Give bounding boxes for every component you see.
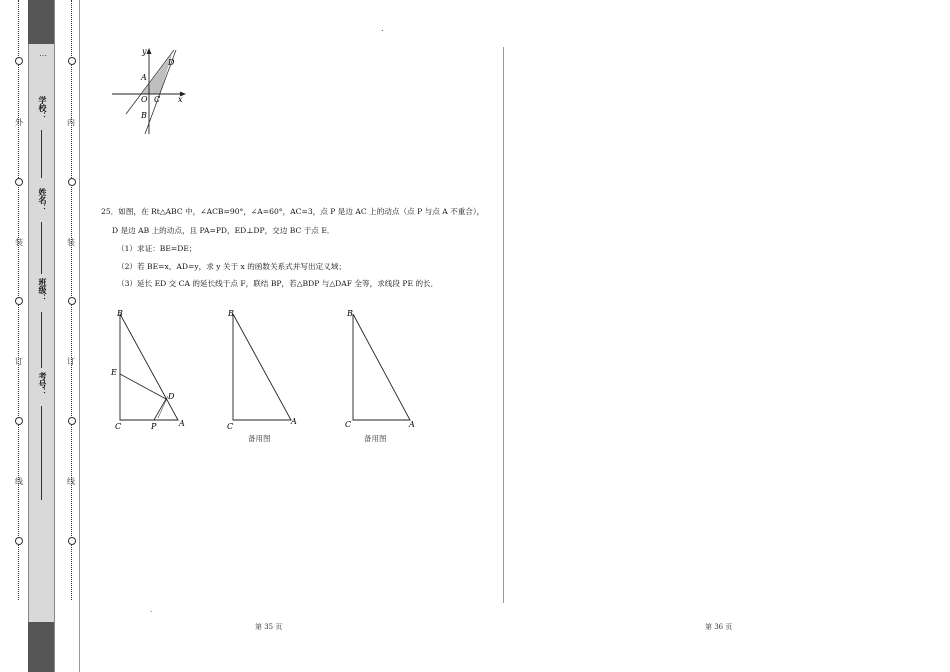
inner-label-nei: 内 [67, 118, 75, 127]
inner-label-zhuang: 装 [67, 238, 75, 247]
outer-label-zhuang: 装 [15, 238, 23, 247]
q25-part-2: （2）若 BE=x，AD=y，求 y 关于 x 的函数关系式并写出定义域； [117, 262, 346, 271]
label-b: B [117, 309, 123, 318]
hole-circle [15, 417, 23, 425]
field-name-line[interactable] [41, 222, 42, 274]
footer-page-left: 第 35 页 [255, 623, 283, 631]
hole-circle [15, 178, 23, 186]
label-c: C [154, 95, 161, 104]
page-edge [79, 0, 80, 672]
field-school-label: 学校： [38, 96, 47, 120]
hole-circle [68, 537, 76, 545]
segment-ed [120, 374, 166, 399]
label-d: D [168, 392, 175, 401]
binding-dark-bottom [28, 622, 54, 672]
segment-pd [154, 399, 166, 420]
label-e: E [111, 368, 117, 377]
binding-top-dots: … [39, 49, 47, 58]
label-b: B [347, 309, 353, 318]
label-c: C [115, 422, 122, 431]
binding-dark-top [28, 0, 54, 44]
hole-circle [15, 57, 23, 65]
label-b: B [228, 309, 234, 318]
segment-aux [158, 396, 168, 418]
q25-part-3: （3）延长 ED 交 CA 的延长线于点 F，联结 BP，若△BDP 与△DAF 全等，求线段 PE 的长． [117, 279, 439, 288]
inner-label-ding: 订 [67, 357, 75, 366]
field-examno-label: 考号： [38, 372, 47, 396]
figure-25-spare-2 [342, 306, 426, 432]
field-examno-line[interactable] [41, 406, 42, 500]
figure-25-spare-1 [222, 306, 306, 432]
y-axis-arrow [147, 48, 152, 54]
label-c: C [345, 420, 352, 429]
label-c: C [227, 422, 234, 431]
label-p: P [151, 422, 157, 431]
label-y: y [142, 47, 147, 56]
field-school-line[interactable] [41, 130, 42, 178]
hole-circle [68, 178, 76, 186]
triangle-abc [233, 314, 291, 420]
triangle-abc [120, 314, 178, 420]
label-a: A [179, 419, 185, 428]
field-name-label: 姓名： [38, 188, 47, 212]
q25-line-2: D 是边 AB 上的动点，且 PA=PD，ED⊥DP，交边 BC 于点 E． [112, 226, 335, 235]
line-ad [126, 50, 174, 114]
page-top-mark: . [381, 24, 384, 33]
outer-label-xian: 线 [15, 477, 23, 486]
hole-circle [15, 537, 23, 545]
figure-24-graph [110, 44, 190, 138]
triangle-abc [353, 314, 410, 420]
label-b: B [141, 111, 147, 120]
label-o: O [141, 95, 148, 104]
hole-circle [68, 57, 76, 65]
field-class-line[interactable] [41, 312, 42, 368]
label-a: A [291, 417, 297, 426]
q25-line-1: 25．如图，在 Rt△ABC 中，∠ACB=90°，∠A=60°，AC=3，点 P 是边 AC 上的动点（点 P 与点 A 不重合）， [101, 207, 485, 216]
q25-part-1: （1）求证：BE=DE； [117, 244, 197, 253]
figure-25-main [108, 306, 192, 432]
label-d: D [168, 58, 175, 67]
label-a: A [141, 73, 147, 82]
page-divider [503, 47, 504, 603]
outer-label-wai: 外 [15, 118, 23, 127]
hole-circle [68, 297, 76, 305]
inner-label-xian: 线 [67, 477, 75, 486]
binding-margin [0, 0, 80, 672]
footer-page-right: 第 36 页 [705, 623, 733, 631]
field-class-label: 班级： [38, 278, 47, 302]
caption-spare-1: 备用图 [248, 434, 271, 443]
outer-label-ding: 订 [15, 357, 23, 366]
hole-circle [68, 417, 76, 425]
hole-circle [15, 297, 23, 305]
label-a: A [409, 420, 415, 429]
caption-spare-2: 备用图 [364, 434, 387, 443]
label-x: x [178, 95, 183, 104]
footer-left-dot: . [150, 606, 153, 614]
